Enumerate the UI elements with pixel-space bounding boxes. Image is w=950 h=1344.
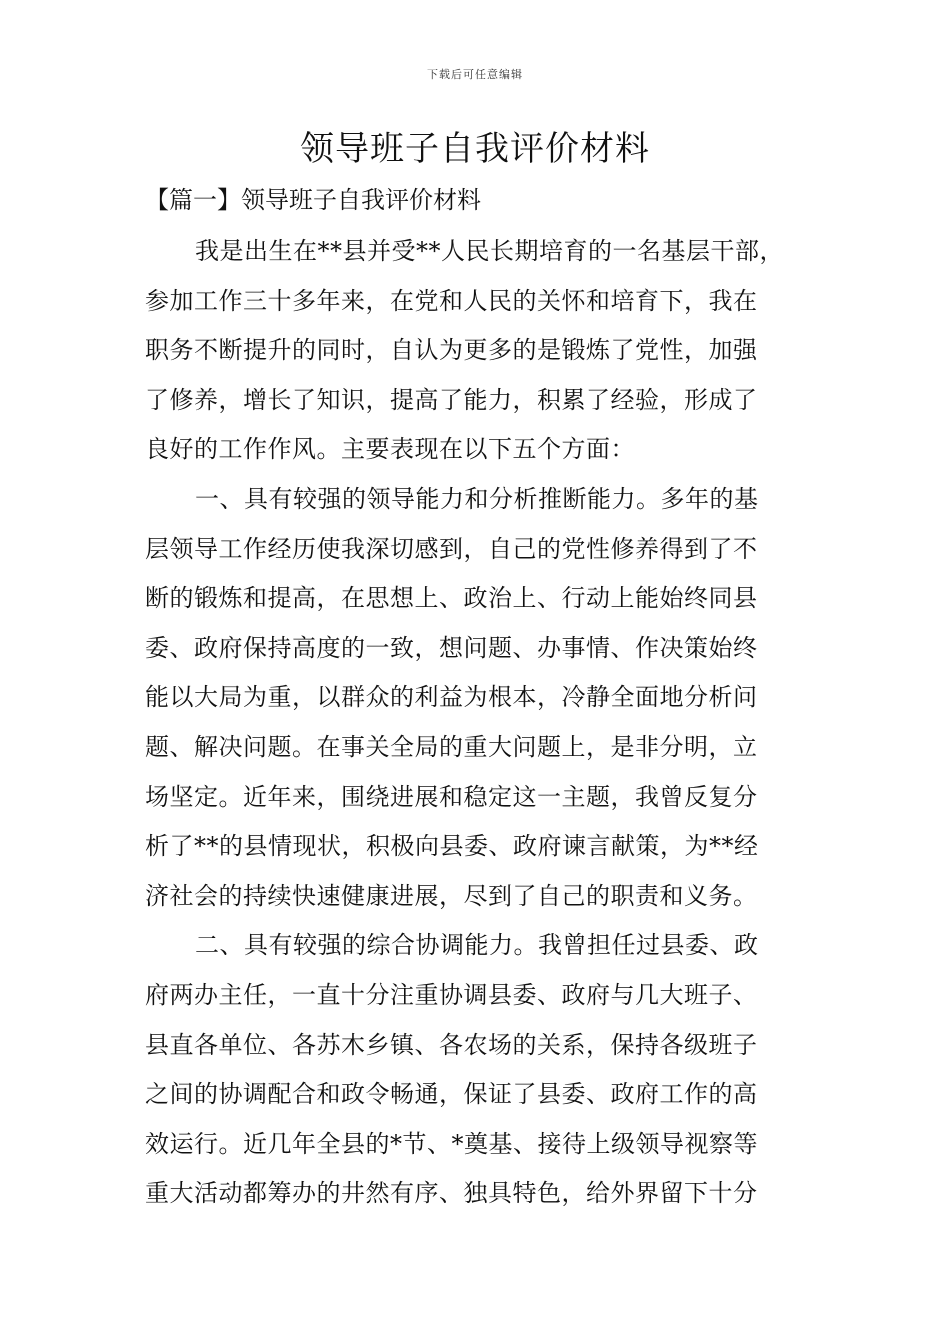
paragraph-line: 能以大局为重，以群众的利益为根本，冷静全面地分析问	[145, 683, 758, 712]
paragraph-line: 场坚定。近年来，围绕进展和稳定这一主题，我曾反复分	[145, 782, 758, 811]
paragraph-line: 效运行。近几年全县的*节、*奠基、接待上级领导视察等	[145, 1129, 758, 1158]
document-body	[145, 227, 825, 1219]
paragraph-line: 府两办主任，一直十分注重协调县委、政府与几大班子、	[145, 980, 758, 1009]
section-heading: 【篇一】领导班子自我评价材料	[145, 186, 481, 214]
paragraph-line: 良好的工作作风。主要表现在以下五个方面：	[145, 435, 635, 464]
paragraph-line: 二、具有较强的综合协调能力。我曾担任过县委、政	[195, 931, 759, 960]
paragraph-line: 一、具有较强的领导能力和分析推断能力。多年的基	[195, 484, 759, 513]
paragraph-line: 重大活动都筹办的井然有序、独具特色，给外界留下十分	[145, 1179, 758, 1208]
paragraph-line: 了修养，增长了知识，提高了能力，积累了经验，形成了	[145, 385, 758, 414]
paragraph-line: 济社会的持续快速健康进展，尽到了自己的职责和义务。	[145, 881, 758, 910]
paragraph-line: 委、政府保持高度的一致，想问题、办事情、作决策始终	[145, 633, 758, 662]
paragraph-line: 之间的协调配合和政令畅通，保证了县委、政府工作的高	[145, 1080, 758, 1109]
paragraph-line: 题、解决问题。在事关全局的重大问题上，是非分明，立	[145, 732, 758, 761]
paragraph-line: 析了**的县情现状，积极向县委、政府谏言献策，为**经	[145, 832, 759, 861]
paragraph-line: 参加工作三十多年来，在党和人民的关怀和培育下，我在	[145, 286, 758, 315]
paragraph-line: 县直各单位、各苏木乡镇、各农场的关系，保持各级班子	[145, 1030, 758, 1059]
paragraph-line: 断的锻炼和提高，在思想上、政治上、行动上能始终同县	[145, 584, 758, 613]
paragraph-line: 我是出生在**县并受**人民长期培育的一名基层干部，	[195, 237, 784, 265]
document-title: 领导班子自我评价材料	[300, 129, 650, 169]
paragraph-line: 层领导工作经历使我深切感到，自己的党性修养得到了不	[145, 534, 758, 563]
page-header-note: 下载后可任意编辑	[427, 68, 523, 81]
paragraph-line: 职务不断提升的同时，自认为更多的是锻炼了党性，加强	[145, 336, 758, 365]
